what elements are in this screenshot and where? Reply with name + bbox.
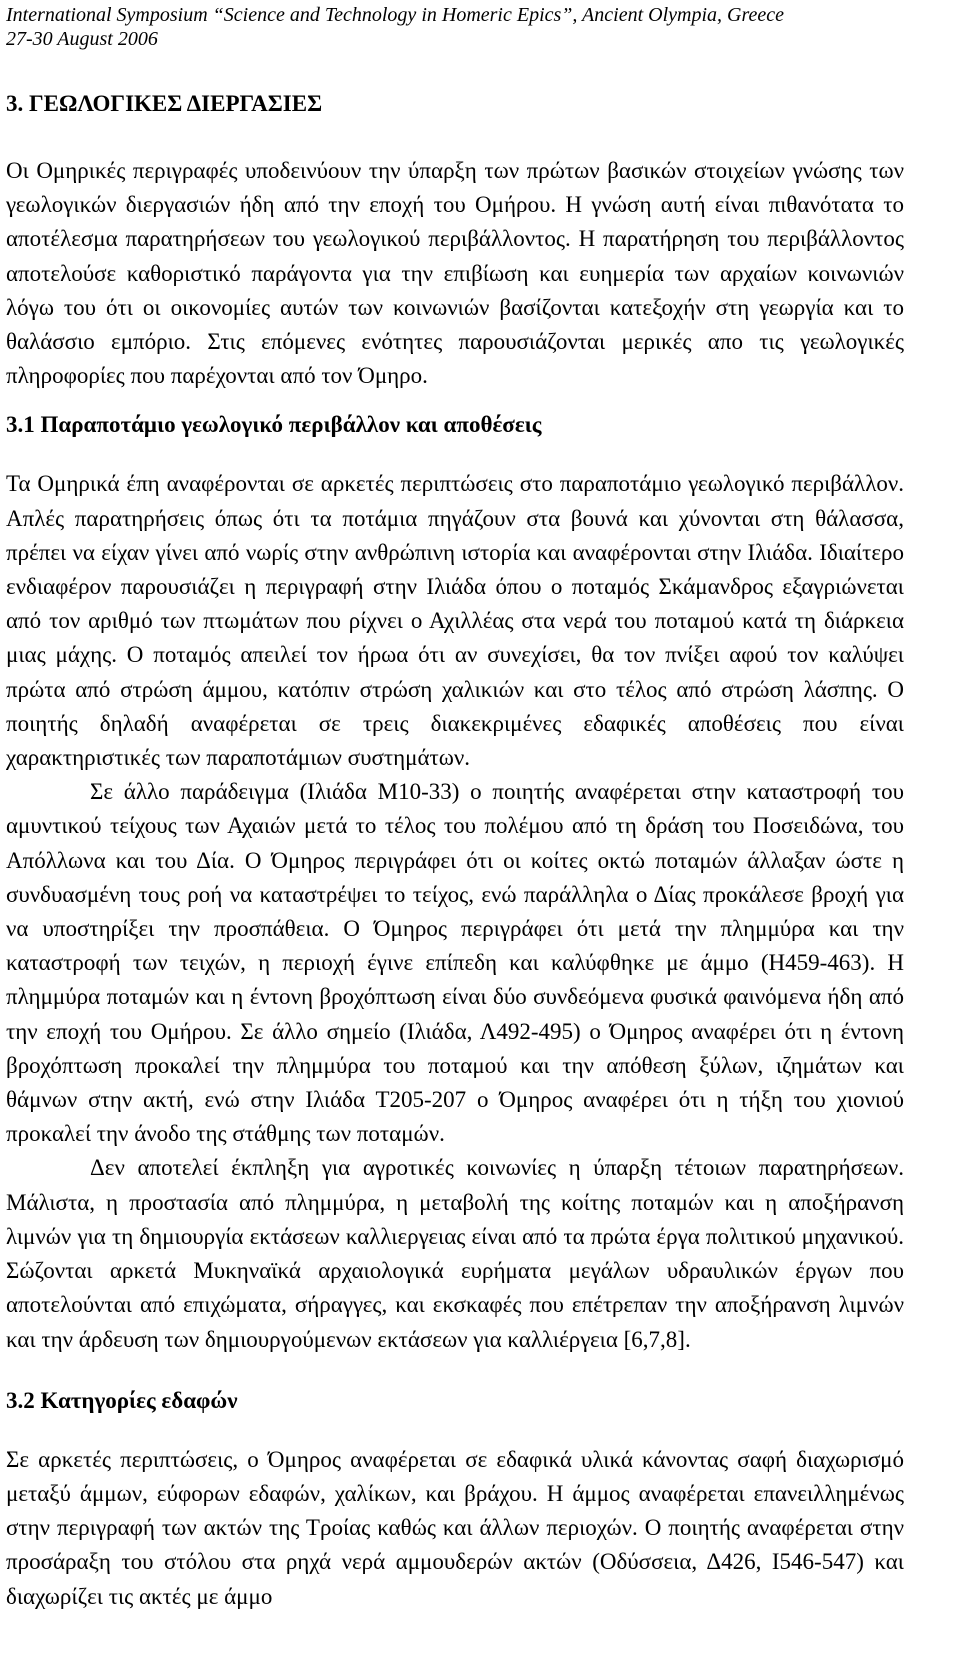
header-symposium-line: International Symposium “Science and Technology in Homeric Epics”, Ancient Olympia, Greece bbox=[6, 4, 784, 26]
subsection-3-1-paragraph-3: Δεν αποτελεί έκπληξη για αγροτικές κοινωνίες η ύπαρξη τέτοιων παρατηρήσεων. Μάλιστα, η προστασία από πλημμύρα, η μεταβολή της κοίτης ποταμών και η αποξήρανση λιμνών για τη δημιουργία εκτάσεων καλλιεργειας είναι από τα πρώτα έργα πολιτικού μηχανικού. Σώζονται αρκετά Μυκηναϊκά αρχαιολογικά ευρήματα μεγάλων υδραυλικών έργων που αποτελούνται από επιχώματα, σήραγγες, και εκσκαφές που επέτρεπαν την αποξήρανση λιμνών και την άρδευση των δημιουργούμενων εκτάσεων για καλλιέργεια [6,7,8]. bbox=[6, 1155, 904, 1352]
subsection-3-2-paragraph-1: Σε αρκετές περιπτώσεις, ο Όμηρος αναφέρεται σε εδαφικά υλικά κάνοντας σαφή διαχωρισμό μεταξύ άμμων, εύφορων εδαφών, χαλίκων, και βράχου. Η άμμος αναφέρεται επανειλλημένως στην περιγραφή των ακτών της Τροίας καθώς και άλλων περιοχών. Ο ποιητής αναφέρεται στην προσάραξη του στόλου στα ρηχά νερά αμμουδερών ακτών (Οδύσσεια, Δ426, Ι546-547) και διαχωρίζει τις ακτές με άμμο bbox=[6, 1446, 904, 1609]
running-header bbox=[6, 3, 904, 51]
subsection-3-1-title: 3.1 Παραποτάμιο γεωλογικό περιβάλλον και αποθέσεις bbox=[6, 412, 542, 438]
header-date-line: 27-30 August 2006 bbox=[6, 28, 158, 50]
subsection-3-2-title: 3.2 Κατηγορίες εδαφών bbox=[6, 1387, 238, 1413]
subsection-3-1-paragraph-1: Τα Ομηρικά έπη αναφέρονται σε αρκετές περιπτώσεις στο παραποτάμιο γεωλογικό περιβάλλον. Απλές παρατηρήσεις όπως ότι τα ποτάμια πηγάζουν στα βουνά και χύνονται στη θάλασσα, πρέπει να είχαν γίνει από νωρίς στην ανθρώπινη ιστορία και αναφέρονται στην Ιλιάδα. Ιδιαίτερο ενδιαφέρον παρουσιάζει η περιγραφή στην Ιλιάδα όπου ο ποταμός Σκάμανδρος εξαγριώνεται από τον αριθμό των πτωμάτων που ρίχνει ο Αχιλλέας στα νερά του ποταμού κατά τη διάρκεια μιας μάχης. Ο ποταμός απειλεί τον ήρωα ότι αν συνεχίσει, θα τον πνίξει αφού τον καλύψει πρώτα από στρώση άμμου, κατόπιν στρώση χαλικιών και στο τέλος από στρώση λάσπης. Ο ποιητής δηλαδή αναφέρεται σε τρεις διακεκριμένες εδαφικές αποθέσεις που είναι χαρακτηριστικές των παραποτάμιων συστημάτων. bbox=[6, 471, 904, 771]
section-3-paragraph-1: Οι Ομηρικές περιγραφές υποδεινύουν την ύπαρξη των πρώτων βασικών στοιχείων γνώσης των γεωλογικών διεργασιών ήδη από την εποχή του Ομήρου. Η γνώση αυτή είναι πιθανότατα το αποτέλεσμα παρατηρήσεων του γεωλογικού περιβάλλοντος. Η παρατήρηση του περιβάλλοντος αποτελούσε καθοριστικό παράγοντα για την επιβίωση και ευημερία των αρχαίων κοινωνιών λόγω του ότι οι οικονομίες αυτών των κοινωνιών βασίζονται κατεξοχήν στη γεωργία και το θαλάσσιο εμπόριο. Στις επόμενες ενότητες παρουσιάζονται μερικές απο τις γεωλογικές πληροφορίες που παρέχονται από τον Όμηρο. bbox=[6, 158, 904, 389]
subsection-3-1-paragraph-2: Σε άλλο παράδειγμα (Ιλιάδα Μ10-33) ο ποιητής αναφέρεται στην καταστροφή του αμυντικού τείχους των Αχαιών μετά το τέλος του πολέμου από τη δράση του Ποσειδώνα, του Απόλλωνα και του Δία. Ο Όμηρος περιγράφει ότι οι κοίτες οκτώ ποταμών άλλαξαν ώστε η συνδυασμένη τους ροή να καταστρέψει το τείχος, ενώ παράλληλα ο Δίας προκάλεσε βροχή για να υποστηρίξει την προσπάθεια. Ο Όμηρος περιγράφει ότι μετά την πλημμύρα και την καταστροφή των τειχών, η περιοχή έγινε επίπεδη και καλύφθηκε με άμμο (Η459-463). Η πλημμύρα ποταμών και η έντονη βροχόπτωση είναι δύο συνδεόμενα φυσικά φαινόμενα ήδη από την εποχή του Ομήρου. Σε άλλο σημείο (Ιλιάδα, Λ492-495) ο Όμηρος αναφέρει ότι η έντονη βροχόπτωση προκαλεί την πλημμύρα του ποταμού και την απόθεση ξύλων, ιζημάτων και θάμνων στην ακτή, ενώ στην Ιλιάδα Τ205-207 ο Όμηρος αναφέρει ότι η τήξη του χιονιού προκαλεί την άνοδο της στάθμης των ποταμών. bbox=[6, 779, 904, 1147]
section-3-title: 3. ΓΕΩΛΟΓΙΚΕΣ ΔΙΕΡΓΑΣΙΕΣ bbox=[6, 91, 323, 116]
